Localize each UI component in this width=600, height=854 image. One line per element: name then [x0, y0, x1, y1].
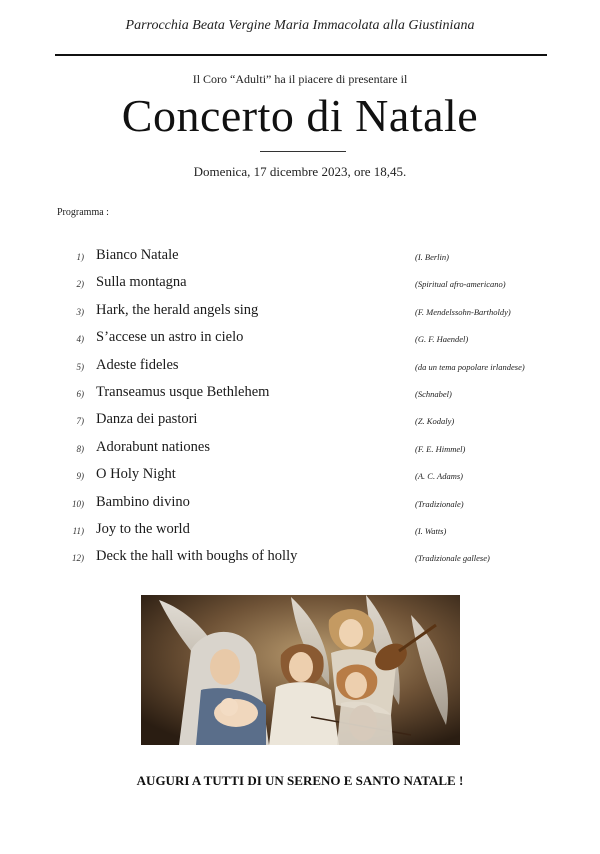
item-number: 1): [76, 252, 84, 262]
parish-name: Parrocchia Beata Vergine Maria Immacolata alla Giustiniana: [125, 18, 475, 33]
program-item: [0, 302, 600, 329]
item-number: 3): [76, 306, 84, 317]
program-item: [0, 357, 600, 384]
composer: (Tradizionale gallese): [415, 553, 490, 564]
program-item: [0, 548, 600, 575]
piece-title: Adorabunt nationes: [96, 438, 210, 455]
composer: (I. Watts): [415, 525, 447, 536]
item-number: 4): [76, 334, 84, 345]
composer: (A. C. Adams): [415, 471, 464, 482]
program-item: [0, 521, 600, 548]
item-number: 12): [72, 553, 84, 564]
program-item: [0, 274, 600, 301]
piece-title: Bambino divino: [96, 493, 190, 510]
item-number: 5): [76, 361, 84, 372]
program-item: [0, 494, 600, 521]
page-title: Concerto di Natale: [121, 90, 479, 141]
program-list: [0, 247, 600, 576]
intro-line: Il Coro “Adulti” ha il piacere di presentare il: [192, 72, 408, 86]
item-number: 11): [72, 525, 84, 536]
header-divider: [55, 54, 547, 56]
piece-title: Bianco Natale: [96, 247, 179, 263]
composer: (da un tema popolare irlandese): [415, 361, 525, 372]
program-item: [0, 329, 600, 356]
composer: (F. E. Himmel): [415, 443, 466, 454]
program-item: [0, 384, 600, 411]
composer: (Schnabel): [415, 388, 452, 399]
item-number: 10): [72, 498, 84, 509]
item-number: 2): [76, 279, 84, 290]
item-number: 8): [76, 443, 84, 454]
composer: (Tradizionale): [415, 498, 464, 509]
concert-date: Domenica, 17 dicembre 2023, ore 18,45.: [193, 164, 407, 179]
piece-title: O Holy Night: [96, 466, 176, 483]
composer: (G. F. Haendel): [415, 334, 469, 345]
item-number: 6): [76, 388, 84, 399]
piece-title: Adeste fideles: [96, 356, 179, 373]
item-number: 9): [76, 471, 84, 482]
program-item: [0, 439, 600, 466]
program-item: [0, 466, 600, 493]
angels-painting: [141, 595, 460, 745]
piece-title: Danza dei pastori: [96, 411, 198, 428]
piece-title: Joy to the world: [96, 520, 190, 537]
piece-title: Hark, the herald angels sing: [96, 301, 259, 318]
piece-title: Sulla montagna: [96, 274, 187, 291]
composer: (F. Mendelssohn-Bartholdy): [415, 306, 511, 317]
composer: (Spiritual afro-americano): [415, 279, 506, 290]
angels-painting-illustration: [141, 595, 460, 745]
title-divider: [260, 151, 346, 152]
program-label: Programma :: [57, 207, 109, 218]
item-number: 7): [76, 416, 84, 427]
program-item: [0, 247, 600, 274]
composer: (I. Berlin): [415, 252, 449, 262]
composer: (Z. Kodaly): [415, 416, 455, 427]
program-item: [0, 411, 600, 438]
piece-title: Deck the hall with boughs of holly: [96, 548, 298, 565]
closing-greeting: AUGURI A TUTTI DI UN SERENO E SANTO NATALE !: [136, 773, 464, 788]
piece-title: S’accese un astro in cielo: [96, 329, 244, 346]
piece-title: Transeamus usque Bethlehem: [96, 383, 270, 400]
